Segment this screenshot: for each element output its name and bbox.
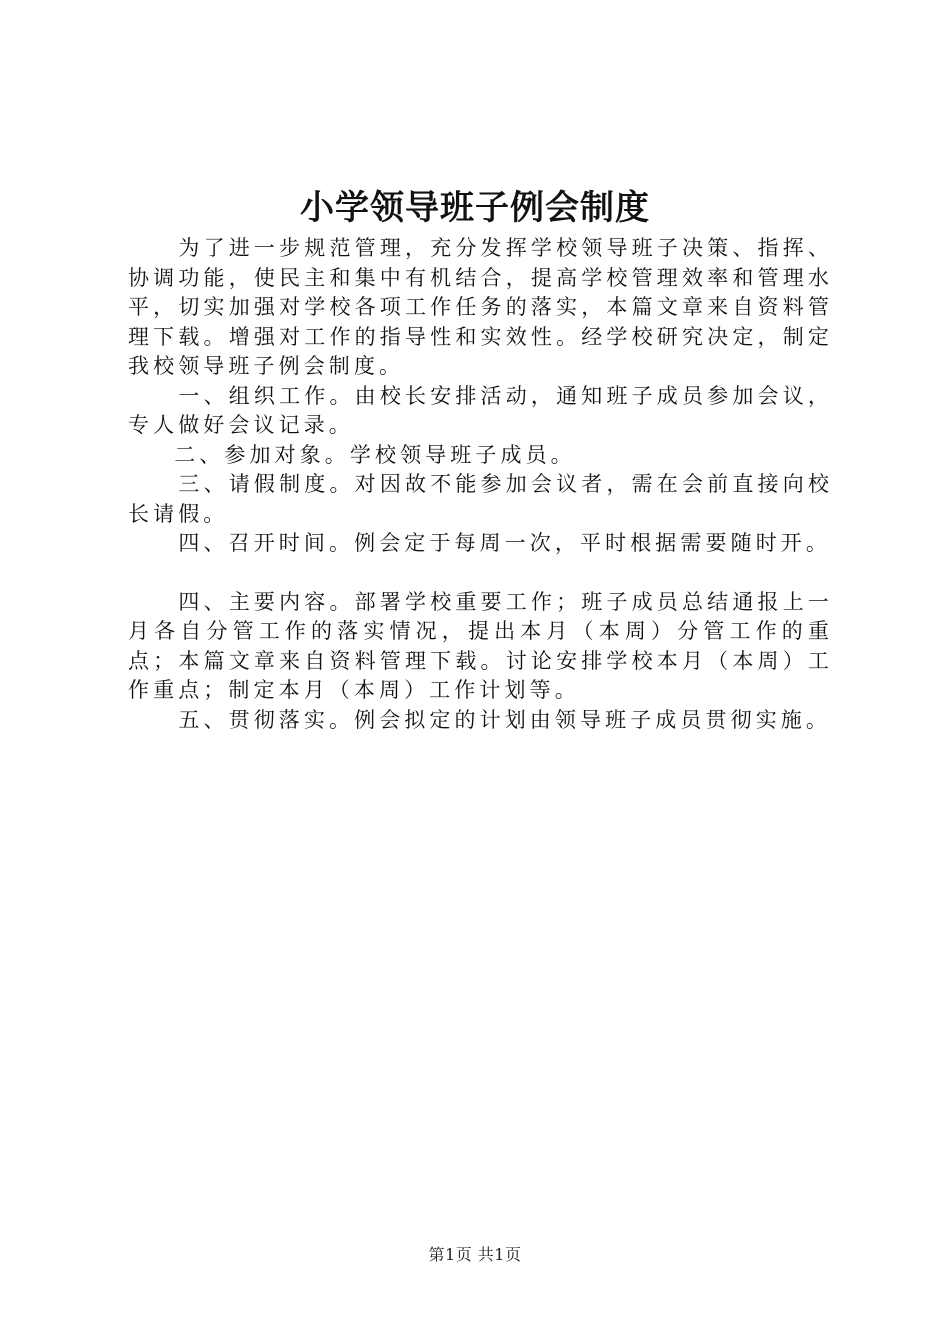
paragraph-leave-policy: 三、请假制度。对因故不能参加会议者，需在会前直接向校长请假。 [128,472,833,526]
document-body [128,234,833,735]
page-number-footer: 第1页 共1页 [428,1245,522,1264]
paragraph-participants: 二、参加对象。学校领导班子成员。 [174,442,576,467]
paragraph-organization: 一、组织工作。由校长安排活动，通知班子成员参加会议，专人做好会议记录。 [128,383,833,437]
paragraph-main-content: 四、主要内容。部署学校重要工作；班子成员总结通报上一月各自分管工作的落实情况，提出本月（本周）分管工作的重点；本篇文章来自资料管理下载。讨论安排学校本月（本周）工作重点；制定本月（本周）工作计划等。 [128,589,833,702]
paragraph-meeting-time: 四、召开时间。例会定于每周一次，平时根据需要随时开。 [178,531,831,555]
paragraph-intro: 为了进一步规范管理，充分发挥学校领导班子决策、指挥、协调功能，使民主和集中有机结合，提高学校管理效率和管理水平，切实加强对学校各项工作任务的落实，本篇文章来自资料管理下载。增强对工作的指导性和实效性。经学校研究决定，制定我校领导班子例会制度。 [128,236,833,378]
paragraph-implementation: 五、贯彻落实。例会拟定的计划由领导班子成员贯彻实施。 [178,707,831,732]
document-title: 小学领导班子例会制度 [300,188,650,228]
